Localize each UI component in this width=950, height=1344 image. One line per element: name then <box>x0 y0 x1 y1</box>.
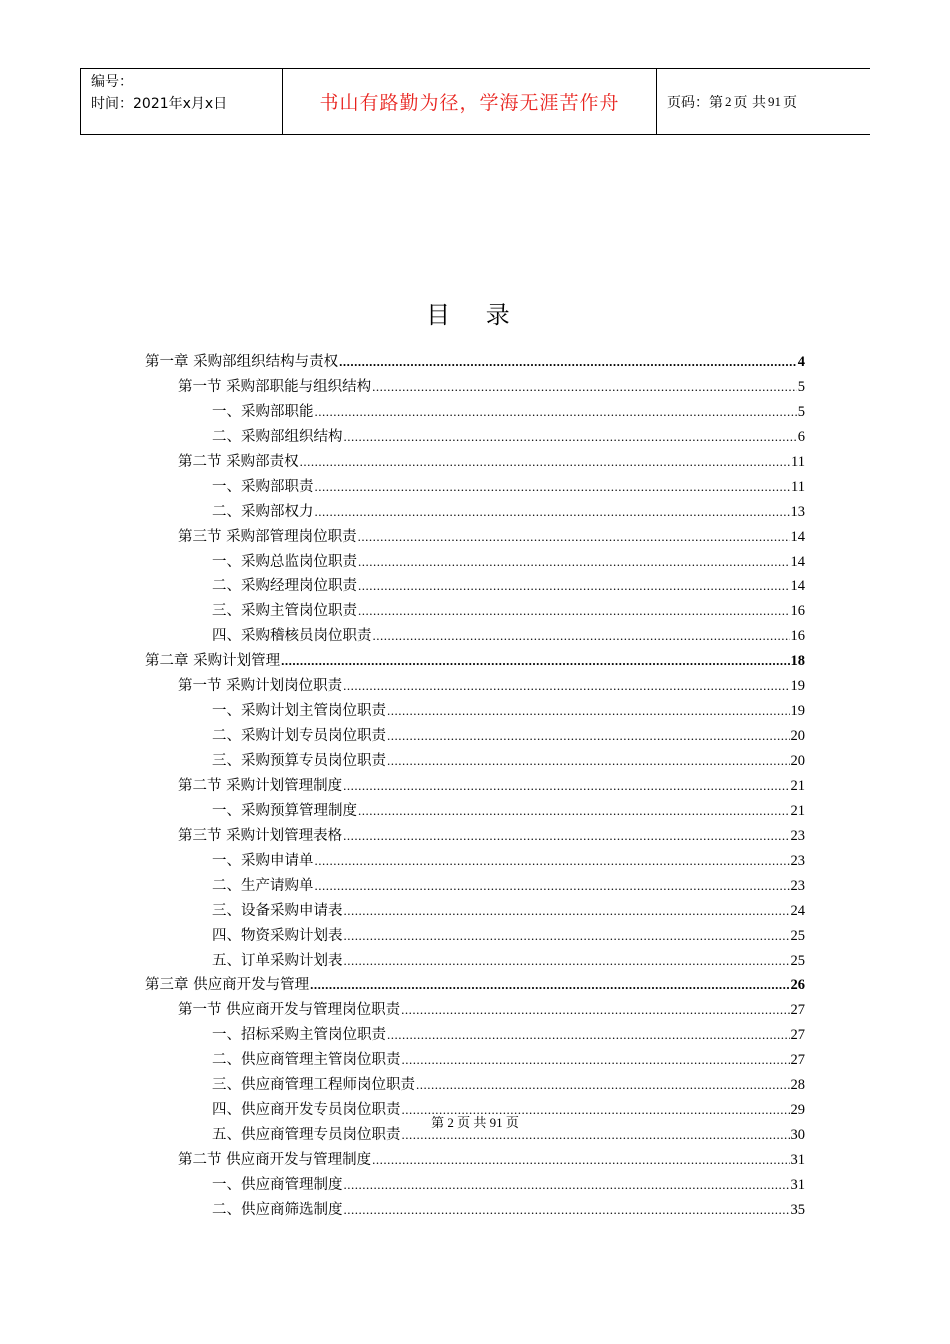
toc-entry-label: 三、设备采购申请表 <box>212 902 343 919</box>
toc-leader-dots <box>344 1198 790 1223</box>
toc-entry-page: 11 <box>791 453 805 470</box>
toc-entry-page: 24 <box>790 902 805 919</box>
toc-subsection-entry[interactable] <box>145 500 805 525</box>
toc-subsection-entry[interactable] <box>145 899 805 924</box>
toc-entry-page: 28 <box>790 1077 805 1094</box>
toc-entry-label: 三、供应商管理工程师岗位职责 <box>212 1077 415 1094</box>
toc-leader-dots <box>358 574 790 599</box>
toc-subsection-entry[interactable] <box>145 924 805 949</box>
toc-entry-label: 三、采购主管岗位职责 <box>212 603 357 620</box>
toc-entry-label: 第一章 采购部组织结构与责权 <box>145 354 339 370</box>
toc-entry-label: 一、招标采购主管岗位职责 <box>212 1027 386 1044</box>
toc-leader-dots <box>372 1148 789 1173</box>
toc-leader-dots <box>402 1048 790 1073</box>
toc-subsection-entry[interactable] <box>145 874 805 899</box>
toc-subsection-entry[interactable] <box>145 699 805 724</box>
toc-subsection-entry[interactable] <box>145 1048 805 1073</box>
toc-entry-page: 20 <box>790 753 805 769</box>
toc-section-entry[interactable] <box>145 525 805 550</box>
toc-subsection-entry[interactable] <box>145 1198 805 1223</box>
toc-entry-label: 第二节 采购部责权 <box>178 453 299 470</box>
toc-entry-label: 第三节 采购部管理岗位职责 <box>178 528 357 545</box>
toc-entry-page: 23 <box>790 852 805 869</box>
toc-entry-label: 第一节 采购部职能与组织结构 <box>178 378 372 395</box>
page-mid: 页 共 <box>733 94 766 111</box>
page-header <box>80 68 870 135</box>
toc-section-entry[interactable] <box>145 450 805 475</box>
toc-entry-label: 二、采购部权力 <box>212 503 314 520</box>
toc-chapter-entry[interactable] <box>145 973 805 998</box>
page-suffix: 页 <box>782 94 797 111</box>
toc-leader-dots <box>344 1173 790 1198</box>
toc-entry-page: 21 <box>790 777 805 794</box>
toc-section-entry[interactable] <box>145 1148 805 1173</box>
toc-entry-page: 11 <box>791 478 805 495</box>
toc-leader-dots <box>358 599 790 624</box>
toc-subsection-entry[interactable] <box>145 599 805 624</box>
toc-leader-dots <box>344 899 790 924</box>
toc-entry-page: 13 <box>790 503 805 520</box>
toc-entry-page: 14 <box>790 553 805 570</box>
toc-subsection-entry[interactable] <box>145 1073 805 1098</box>
toc-chapter-entry[interactable] <box>145 350 805 375</box>
header-motto: 书山有路勤为径，学海无涯苦作舟 <box>283 69 657 134</box>
toc-entry-label: 一、采购总监岗位职责 <box>212 553 357 570</box>
toc-subsection-entry[interactable] <box>145 425 805 450</box>
toc-leader-dots <box>387 1023 790 1048</box>
toc-entry-label: 一、采购申请单 <box>212 852 314 869</box>
page-current: 2 <box>725 93 732 109</box>
toc-subsection-entry[interactable] <box>145 949 805 974</box>
toc-leader-dots <box>373 624 790 649</box>
document-number-label: 编号： <box>91 74 133 90</box>
toc-leader-dots <box>344 949 790 974</box>
toc-subsection-entry[interactable] <box>145 475 805 500</box>
toc-entry-label: 一、采购部职能 <box>212 403 314 420</box>
toc-entry-label: 二、供应商管理主管岗位职责 <box>212 1052 401 1069</box>
toc-entry-page: 27 <box>790 1052 805 1069</box>
toc-entry-page: 16 <box>790 628 805 645</box>
header-meta <box>81 69 283 134</box>
toc-entry-page: 25 <box>790 927 805 944</box>
toc-entry-label: 二、生产请购单 <box>212 877 314 894</box>
toc-entry-page: 18 <box>790 653 805 670</box>
toc-leader-dots <box>315 475 791 500</box>
toc-entry-label: 二、采购经理岗位职责 <box>212 578 357 595</box>
toc-entry-page: 20 <box>790 728 805 745</box>
toc-entry-page: 30 <box>790 1127 805 1144</box>
toc-entry-label: 三、采购预算专员岗位职责 <box>212 753 386 769</box>
toc-subsection-entry[interactable] <box>145 1023 805 1048</box>
toc-leader-dots <box>358 799 790 824</box>
toc-leader-dots <box>315 874 790 899</box>
toc-entry-label: 第三章 供应商开发与管理 <box>145 977 310 994</box>
toc-leader-dots <box>387 699 790 724</box>
toc-entry-page: 31 <box>790 1152 805 1168</box>
toc-leader-dots <box>358 550 790 575</box>
page-title: 目 录 <box>426 301 524 329</box>
toc-leader-dots <box>300 450 790 475</box>
toc-leader-dots <box>343 774 789 799</box>
toc-entry-label: 第一节 采购计划岗位职责 <box>178 678 343 695</box>
toc-leader-dots <box>358 525 790 550</box>
page-footer: 第 2 页 共 91 页 <box>431 1115 519 1130</box>
toc-section-entry[interactable] <box>145 674 805 699</box>
toc-entry-label: 四、供应商开发专员岗位职责 <box>212 1102 401 1119</box>
toc-entry-page: 6 <box>797 428 805 445</box>
toc-section-entry[interactable] <box>145 824 805 849</box>
toc-entry-label: 五、订单采购计划表 <box>212 952 343 969</box>
toc-leader-dots <box>344 425 797 450</box>
toc-entry-page: 26 <box>790 977 805 994</box>
header-page-info <box>657 69 870 134</box>
toc-leader-dots <box>281 649 789 674</box>
toc-leader-dots <box>387 724 790 749</box>
toc-entry-page: 35 <box>790 1201 805 1218</box>
toc-leader-dots <box>310 973 789 998</box>
toc-leader-dots <box>315 500 790 525</box>
table-of-contents <box>145 350 805 1223</box>
toc-entry-label: 第二节 采购计划管理制度 <box>178 777 343 794</box>
toc-entry-page: 27 <box>790 1027 805 1044</box>
toc-entry-page: 25 <box>790 952 805 969</box>
toc-entry-page: 16 <box>790 603 805 620</box>
toc-leader-dots <box>343 674 789 699</box>
toc-section-entry[interactable] <box>145 774 805 799</box>
toc-subsection-entry[interactable] <box>145 624 805 649</box>
toc-subsection-entry[interactable] <box>145 1173 805 1198</box>
page-total: 91 <box>767 93 781 109</box>
toc-entry-label: 二、采购计划专员岗位职责 <box>212 728 386 745</box>
toc-leader-dots <box>372 375 797 400</box>
page-prefix: 页码：第 <box>667 94 723 111</box>
toc-entry-label: 第二章 采购计划管理 <box>145 653 281 670</box>
toc-entry-page: 19 <box>790 703 805 720</box>
toc-section-entry[interactable] <box>145 998 805 1023</box>
toc-leader-dots <box>339 350 797 375</box>
toc-entry-page: 31 <box>790 1176 805 1193</box>
toc-entry-label: 一、采购计划主管岗位职责 <box>212 703 386 720</box>
toc-subsection-entry[interactable] <box>145 574 805 599</box>
toc-leader-dots <box>401 998 789 1023</box>
toc-entry-label: 四、物资采购计划表 <box>212 927 343 944</box>
toc-entry-page: 27 <box>790 1002 805 1019</box>
toc-entry-label: 第一节 供应商开发与管理岗位职责 <box>178 1002 401 1019</box>
toc-entry-label: 一、采购部职责 <box>212 478 314 495</box>
toc-entry-label: 第二节 供应商开发与管理制度 <box>178 1152 372 1168</box>
toc-entry-label: 一、采购预算管理制度 <box>212 802 357 819</box>
toc-entry-label: 二、采购部组织结构 <box>212 428 343 445</box>
toc-subsection-entry[interactable] <box>145 799 805 824</box>
toc-entry-label: 五、供应商管理专员岗位职责 <box>212 1127 401 1144</box>
toc-entry-label: 第三节 采购计划管理表格 <box>178 827 343 844</box>
toc-entry-label: 一、供应商管理制度 <box>212 1176 343 1193</box>
toc-chapter-entry[interactable] <box>145 649 805 674</box>
toc-leader-dots <box>344 924 790 949</box>
toc-entry-page: 5 <box>797 378 805 395</box>
toc-entry-page: 14 <box>790 578 805 595</box>
toc-leader-dots <box>315 400 797 425</box>
document-time-label: 时间：2021年x月x日 <box>91 96 228 112</box>
toc-entry-page: 23 <box>790 827 805 844</box>
toc-entry-page: 21 <box>790 802 805 819</box>
toc-leader-dots <box>387 749 790 774</box>
toc-leader-dots <box>416 1073 790 1098</box>
toc-subsection-entry[interactable] <box>145 749 805 774</box>
toc-entry-page: 19 <box>790 678 805 695</box>
toc-entry-label: 四、采购稽核员岗位职责 <box>212 628 372 645</box>
toc-entry-page: 14 <box>790 528 805 545</box>
toc-entry-label: 二、供应商筛选制度 <box>212 1201 343 1218</box>
toc-subsection-entry[interactable] <box>145 550 805 575</box>
toc-subsection-entry[interactable] <box>145 724 805 749</box>
toc-entry-page: 23 <box>790 877 805 894</box>
toc-leader-dots <box>343 824 789 849</box>
toc-subsection-entry[interactable] <box>145 849 805 874</box>
toc-subsection-entry[interactable] <box>145 400 805 425</box>
toc-entry-page: 29 <box>790 1102 805 1119</box>
toc-entry-page: 5 <box>797 403 805 420</box>
toc-leader-dots <box>315 849 790 874</box>
toc-section-entry[interactable] <box>145 375 805 400</box>
toc-entry-page: 4 <box>797 354 805 370</box>
